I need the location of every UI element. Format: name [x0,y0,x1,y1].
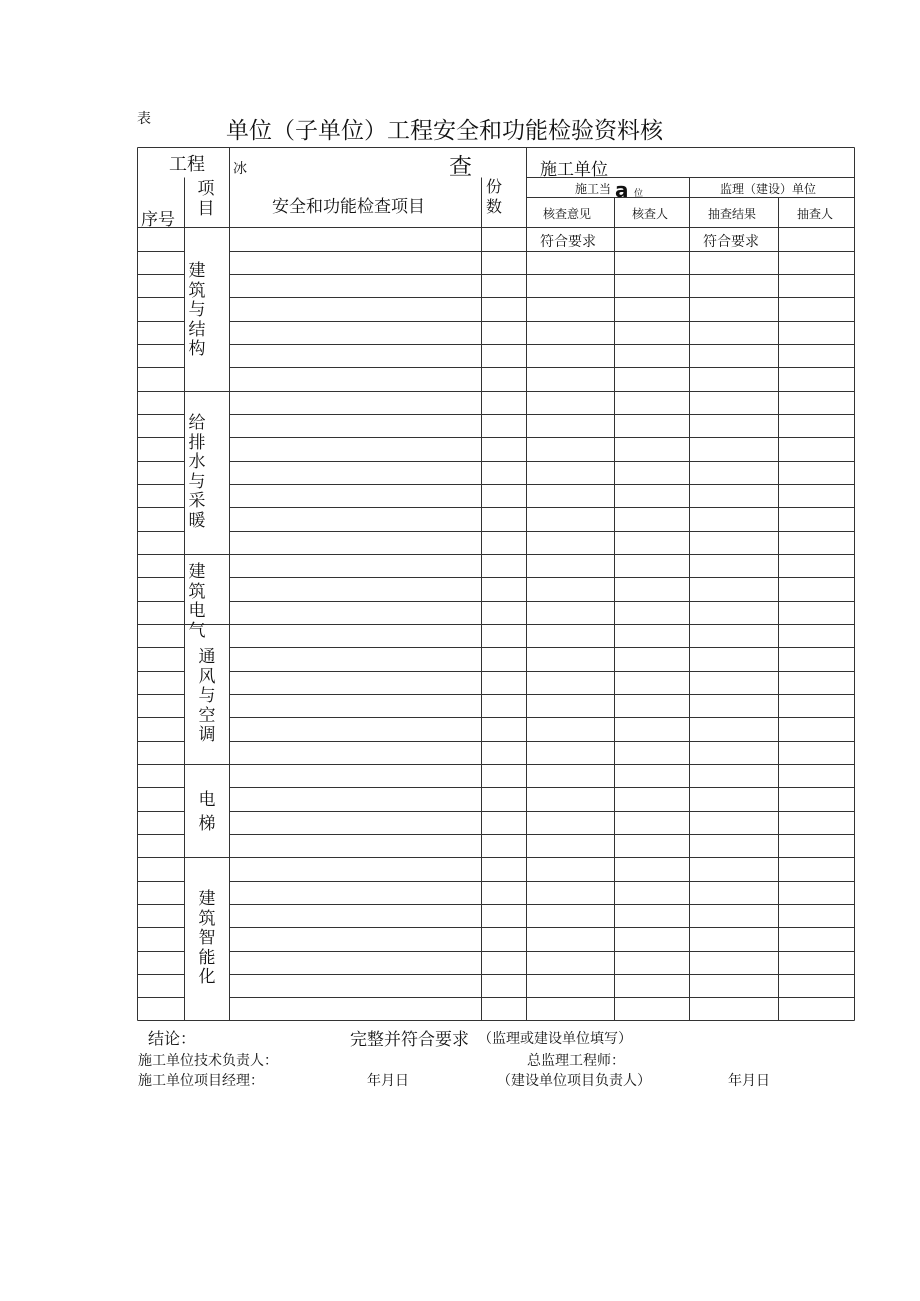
category-label-elevator: 电梯 [198,790,216,834]
contractor-group-header: 施工当 [575,182,612,196]
column-header-category: 项目 [197,179,215,219]
category-label-electrical: 建筑电气 [188,562,206,641]
category-label-intelligent: 建筑智能化 [198,889,216,987]
owner-representative-label: （建设单位项目负责人） [497,1073,651,1089]
title-tail: 查 [449,154,472,180]
date-field-1: 年月日 [367,1073,409,1089]
contractor-label: 施工单位 [540,160,608,180]
chief-supervisor-label: 总监理工程师： [527,1053,625,1069]
tech-lead-label: 施工单位技术负责人： [138,1053,278,1069]
page-title: 单位（子单位）工程安全和功能检验资料核 [226,118,663,144]
category-label-structure: 建筑与结构 [188,261,206,359]
column-header-item: 安全和功能检查项目 [272,197,425,217]
category-label-plumbing: 给排水与采暖 [188,413,206,531]
column-header-contractor-checker: 核查人 [632,207,669,221]
form-prefix: 表 [137,111,151,127]
category-label-hvac: 通风与空调 [198,647,216,745]
conclusion-label: 结论： [148,1029,197,1048]
contractor-group-tail: a [615,178,629,202]
project-label: 工程 [169,154,205,175]
conclusion-note: （监理或建设单位填写） [478,1031,632,1047]
project-manager-label: 施工单位项目经理： [138,1073,264,1089]
first-row-supervisor-result: 符合要求 [703,234,759,250]
first-row-contractor-opinion: 符合要求 [540,234,596,250]
supervisor-group-header: 监理（建设）单位 [720,182,817,196]
column-header-contractor-opinion: 核查意见 [543,207,592,221]
column-header-supervisor-checker: 抽查人 [797,207,834,221]
column-header-copies: 份数 [485,177,502,216]
date-field-2: 年月日 [728,1073,770,1089]
conclusion-text: 完整并符合要求 [350,1030,469,1050]
column-header-seq: 序号 [141,210,175,230]
column-header-supervisor-result: 抽查结果 [708,207,757,221]
contractor-group-tail2: 位 [634,189,644,199]
project-name: 冰 [233,161,247,177]
